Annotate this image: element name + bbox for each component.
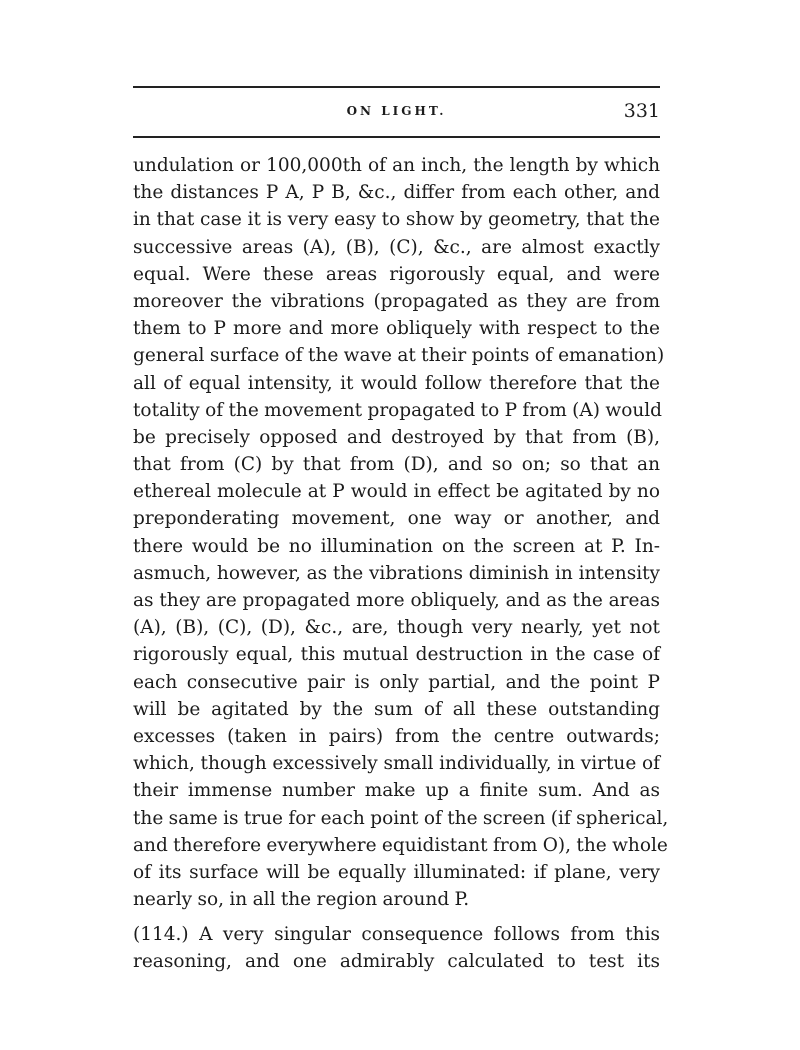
text-line: general surface of the wave at their points of emanation) [133,345,665,367]
text-line: in that case it is very easy to show by geometry, that the [133,209,660,231]
text-line: of its surface will be equally illuminated: if plane, very [133,861,660,883]
text-line: which, though excessively small individually, in virtue of [133,753,660,775]
running-title: ON LIGHT. [346,104,447,118]
text-line: asmuch, however, as the vibrations diminish in intensity [133,562,660,584]
text-line: (A), (B), (C), (D), &c., are, though very nearly, yet not [133,617,660,639]
text-line: that from (C) by that from (D), and so on; so that an [133,454,660,476]
text-line: there would be no illumination on the screen at P. In- [133,535,660,557]
text-line: each consecutive pair is only partial, and the point P [133,671,660,693]
text-line: be precisely opposed and destroyed by that from (B), [133,426,660,448]
text-line: will be agitated by the sum of all these outstanding [133,698,660,720]
text-line: reasoning, and one admirably calculated to test its [133,951,660,973]
text-line: excesses (taken in pairs) from the centre outwards; [133,725,660,747]
text-line: preponderating movement, one way or another, and [133,508,660,530]
header-rule-bottom [133,136,660,138]
body-text [133,152,669,976]
text-line: equal. Were these areas rigorously equal, and were [133,263,660,285]
paragraph-1 [133,152,669,913]
paragraph-2 [133,921,660,975]
text-line: the same is true for each point of the screen (if spherical, [133,807,669,829]
text-line: all of equal intensity, it would follow therefore that the [133,372,660,394]
running-head [133,100,660,126]
text-line: successive areas (A), (B), (C), &c., are almost exactly [133,236,660,258]
text-line: nearly so, in all the region around P. [133,889,470,911]
text-line: totality of the movement propagated to P from (A) would [133,399,663,421]
header-rule-top [133,86,660,88]
text-line: their immense number make up a finite sum. And as [133,780,660,802]
text-line: the distances P A, P B, &c., differ from each other, and [133,182,660,204]
text-line: them to P more and more obliquely with respect to the [133,318,660,340]
text-line: rigorously equal, this mutual destruction in the case of [133,644,660,666]
text-line: moreover the vibrations (propagated as they are from [133,290,660,312]
text-line: and therefore everywhere equidistant from O), the whole [133,834,668,856]
text-line: as they are propagated more obliquely, and as the areas [133,590,660,611]
paragraph-spacer [133,913,660,921]
text-line: undulation or 100,000th of an inch, the length by which [133,155,660,176]
text-line: (114.) A very singular consequence follows from this [133,924,660,946]
text-line: ethereal molecule at P would in effect be agitated by no [133,481,660,503]
page-number: 331 [623,100,660,122]
